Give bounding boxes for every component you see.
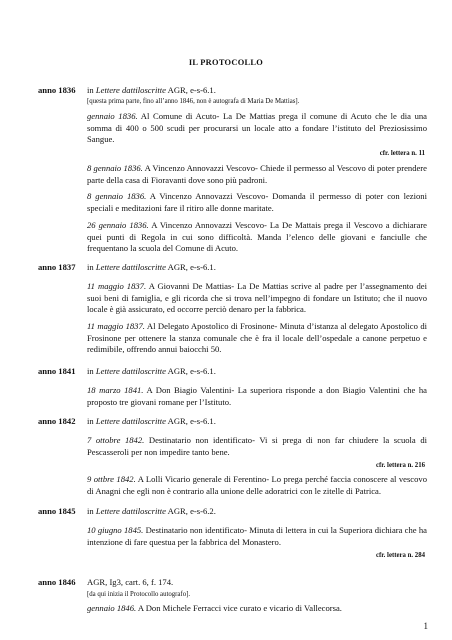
source-ref: AGR, Ig3, cart. 6, f. 174. xyxy=(87,577,174,587)
entry-text: Al Delegato Apostolico di Frosinone- Minuta d’istanza al delegato Apostolico di Frosinone per ottenere la stanza comunale che è fra il locale dell’ospedale a canone perpetuo e redimibile, offrendo annui baiocchi 50. xyxy=(87,321,428,355)
source-title: Lettere dattiloscritte xyxy=(95,366,166,376)
source-title: Lettere dattiloscritte xyxy=(95,416,166,426)
year-heading-1836: anno 1836 in Lettere dattiloscritte AGR, e-s-6.1. xyxy=(38,85,216,95)
entry-date: gennaio 1846. xyxy=(87,603,137,613)
cross-reference: cfr. lettera n. 284 xyxy=(375,552,425,559)
letter-entry xyxy=(87,111,427,146)
source-ref: AGR, e-s-6.1. xyxy=(167,366,216,376)
letter-entry xyxy=(87,321,427,356)
cross-reference: cfr. lettera n. 216 xyxy=(375,462,425,469)
year-label: anno 1845 xyxy=(38,506,76,516)
entry-date: 11 maggio 1837. xyxy=(87,281,147,291)
source-ref: AGR, e-s-6.2. xyxy=(167,506,216,516)
entry-text: A Lolli Vicario generale di Ferentino- Lo prega perché faccia conoscere al vescovo di Anagni che egli non è contrario alla unione delle adoratrici con le zitelle di Patrica. xyxy=(87,474,428,496)
letter-entry xyxy=(87,163,427,186)
entry-date: 9 ottbre 1842. xyxy=(87,474,136,484)
year-note: [da qui inizia il Protocollo autografo]. xyxy=(87,591,191,598)
year-heading-1842: anno 1842 in Lettere dattiloscritte AGR, e-s-6.1. xyxy=(38,416,216,426)
entry-date: 7 ottobre 1842. xyxy=(87,435,145,445)
year-label: anno 1836 xyxy=(38,85,76,95)
cross-reference: cfr. lettera n. 11 xyxy=(379,150,425,157)
source-ref: AGR, e-s-6.1. xyxy=(167,416,216,426)
letter-entry xyxy=(87,474,427,497)
entry-date: gennaio 1836. xyxy=(87,111,138,121)
entry-date: 10 giugno 1845. xyxy=(87,525,144,535)
year-heading-1846 xyxy=(38,577,173,588)
entry-text: A Don Biagio Valentini- La superiora risponde a don Biagio Valentini che ha proposto tre giovani romane per l’Istituto. xyxy=(87,385,428,407)
entry-date: 8 gennaio 1836. xyxy=(87,163,143,173)
entry-date: 8 gennaio 1836. xyxy=(87,191,147,201)
letter-entry xyxy=(87,435,427,458)
source-title: Lettere dattiloscritte xyxy=(95,262,166,272)
page-title: IL PROTOCOLLO xyxy=(188,58,264,67)
letter-entry xyxy=(87,220,427,255)
year-note: [questa prima parte, fino all’anno 1846, non è autografa di Maria De Mattias]. xyxy=(87,98,300,105)
source-ref: AGR, e-s-6.1. xyxy=(167,85,216,95)
source-title: Lettere dattiloscritte xyxy=(95,506,166,516)
entry-text: A Vincenzo Annovazzi Vescovo- La De Mattais prega il Vescovo a dichiarare quei punti di Regola in cui sono difficoltà. Manda l’elenco delle giovani e fanciulle che frequentano la scuola del Comune di Acuto. xyxy=(87,220,427,254)
entry-text: A Don Michele Ferracci vice curato e vicario di Vallecorsa. xyxy=(136,603,342,613)
source-title: Lettere dattiloscritte xyxy=(95,85,166,95)
entry-text: A Giovanni De Mattias- La De Mattias scrive al padre per l’assegnamento dei suoi beni di famiglia, e gli ricorda che si trova nell’impegno di fondare un Istituto; che il nuovo locale è già assicurato, ed occorre perciò denaro per la fabbrica. xyxy=(87,281,427,315)
entry-text: Destinatario non identificato- Minuta di lettera in cui la Superiora dichiara che ha intenzione di fare questua per la fabbrica del Monastero. xyxy=(87,525,427,547)
year-heading-1837: anno 1837 in Lettere dattiloscritte AGR, e-s-6.1. xyxy=(38,262,216,272)
page-number: 1 xyxy=(423,621,428,631)
entry-text: Al Comune di Acuto- La De Mattias prega il comune di Acuto che le dia una somma di 400 o 500 scudi per procurarsi un locale atto a fondare l’istituto del Preziosissimo Sangue. xyxy=(87,111,427,145)
letter-entry xyxy=(87,281,427,316)
letter-entry xyxy=(87,525,427,548)
year-label: anno 1842 xyxy=(38,416,76,426)
source-ref: AGR, e-s-6.1. xyxy=(167,262,216,272)
year-heading-1845: anno 1845 in Lettere dattiloscritte AGR, e-s-6.2. xyxy=(38,506,216,516)
year-label: anno 1846 xyxy=(38,577,76,587)
year-label: anno 1841 xyxy=(38,366,76,376)
entry-date: 26 gennaio 1836. xyxy=(87,220,149,230)
year-label: anno 1837 xyxy=(38,262,76,272)
entry-text: Destinatario non identificato- Vi si prega di non far chiudere la scuola di Pescasseroli per non impedire tanto bene. xyxy=(87,435,428,457)
year-heading-1841: anno 1841 in Lettere dattiloscritte AGR, e-s-6.1. xyxy=(38,366,216,376)
entry-date: 18 marzo 1841. xyxy=(87,385,144,395)
letter-entry xyxy=(87,385,427,408)
entry-date: 11 maggio 1837. xyxy=(87,321,145,331)
entry-text: A Vincenzo Annovazzi Vescovo- Chiede il permesso al Vescovo di poter prendere parte della casa di Fioravanti dove sono più padroni. xyxy=(87,163,427,185)
letter-entry xyxy=(87,191,427,214)
entry-text: A Vincenzo Annovazzi Vescovo- Domanda il permesso di poter con lezioni speciali e meditazioni fare il ritiro alle donne maritate. xyxy=(87,191,427,213)
letter-entry xyxy=(87,603,427,615)
